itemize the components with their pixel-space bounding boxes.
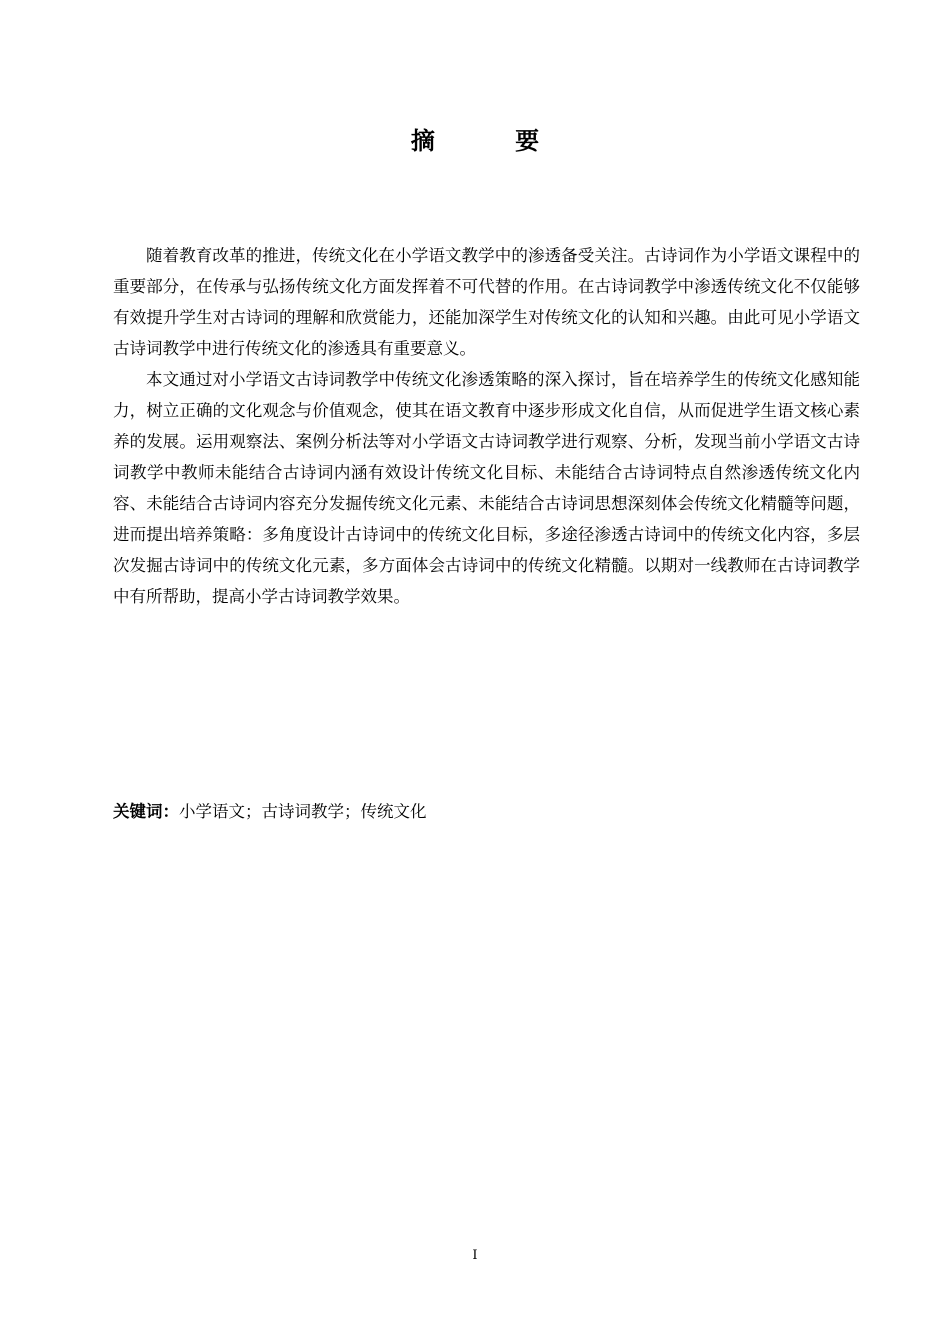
page-title: 摘 要 [410,127,576,155]
keywords-text: 小学语文；古诗词教学；传统文化 [179,802,427,821]
page-number: I [472,1248,478,1263]
abstract-paragraph-2: 本文通过对小学语文古诗词教学中传统文化渗透策略的深入探讨，旨在培养学生的传统文化感知能力，树立正确的文化观念与价值观念，使其在语文教育中逐步形成文化自信，从而促进学生语文核心素养的发展。运用观察法、案例分析法等对小学语文古诗词教学进行观察、分析，发现当前小学语文古诗词教学中教师未能结合古诗词内涵有效设计传统文化目标、未能结合古诗词特点自然渗透传统文化内容、未能结合古诗词内容充分发掘传统文化元素、未能结合古诗词思想深刻体会传统文化精髓等问题，进而提出培养策略：多角度设计古诗词中的传统文化目标，多途径渗透古诗词中的传统文化内容，多层次发掘古诗词中的传统文化元素，多方面体会古诗词中的传统文化精髓。以期对一线教师在古诗词教学中有所帮助，提高小学古诗词教学效果。 [113,370,860,606]
abstract-paragraph-1: 随着教育改革的推进，传统文化在小学语文教学中的渗透备受关注。古诗词作为小学语文课程中的重要部分，在传承与弘扬传统文化方面发挥着不可代替的作用。在古诗词教学中渗透传统文化不仅能够有效提升学生对古诗词的理解和欣赏能力，还能加深学生对传统文化的认知和兴趣。由此可见小学语文古诗词教学中进行传统文化的渗透具有重要意义。 [113,246,860,358]
abstract-body [113,240,860,612]
keywords-label: 关键词： [113,802,179,821]
keywords-line [113,798,860,826]
